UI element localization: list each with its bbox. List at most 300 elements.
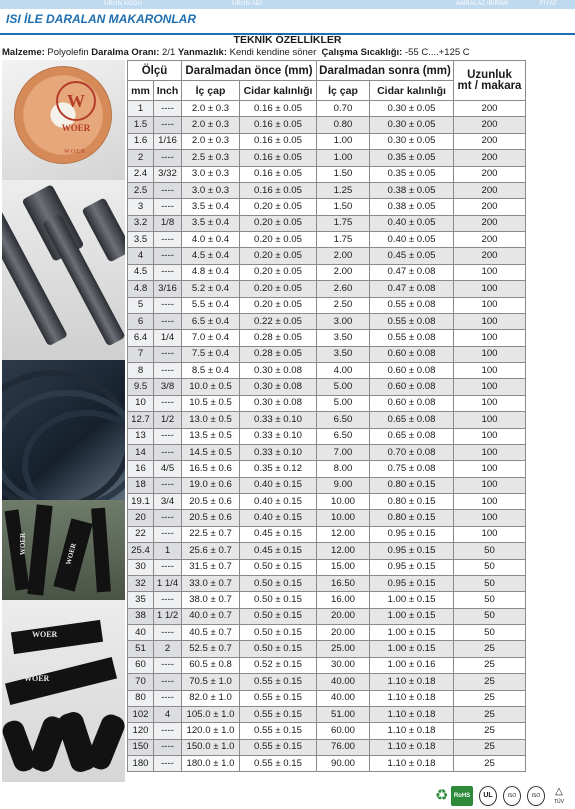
table-cell-wall-after: 0.47 ± 0.08 bbox=[370, 281, 454, 297]
table-row bbox=[128, 133, 526, 149]
table-cell-wall-before: 0.55 ± 0.15 bbox=[240, 723, 317, 739]
table-cell-id-after: 7.00 bbox=[317, 444, 370, 460]
table-cell-id-before: 10.5 ± 0.5 bbox=[182, 395, 240, 411]
table-cell-id-before: 20.5 ± 0.6 bbox=[182, 494, 240, 510]
before-group-header: Daralmadan önce (mm) bbox=[182, 61, 317, 81]
table-cell-mm: 2.5 bbox=[128, 182, 154, 198]
table-cell-id-after: 10.00 bbox=[317, 494, 370, 510]
table-cell-length: 25 bbox=[454, 723, 526, 739]
table-cell-wall-before: 0.55 ± 0.15 bbox=[240, 674, 317, 690]
table-cell-inch: ---- bbox=[154, 526, 182, 542]
table-row bbox=[128, 166, 526, 182]
table-cell-wall-before: 0.20 ± 0.05 bbox=[240, 199, 317, 215]
col-header-id-after: İç çap bbox=[317, 81, 370, 101]
table-cell-inch: 1 bbox=[154, 543, 182, 559]
table-cell-wall-before: 0.50 ± 0.15 bbox=[240, 608, 317, 624]
table-cell-id-before: 20.5 ± 0.6 bbox=[182, 510, 240, 526]
table-row bbox=[128, 641, 526, 657]
table-cell-length: 25 bbox=[454, 657, 526, 673]
table-cell-inch: ---- bbox=[154, 756, 182, 772]
table-cell-id-before: 70.5 ± 1.0 bbox=[182, 674, 240, 690]
table-row bbox=[128, 264, 526, 280]
table-cell-wall-after: 0.80 ± 0.15 bbox=[370, 494, 454, 510]
table-cell-length: 200 bbox=[454, 182, 526, 198]
after-group-header: Daralmadan sonra (mm) bbox=[317, 61, 454, 81]
table-cell-mm: 9.5 bbox=[128, 379, 154, 395]
table-row bbox=[128, 313, 526, 329]
table-cell-wall-before: 0.20 ± 0.05 bbox=[240, 281, 317, 297]
table-cell-id-before: 150.0 ± 1.0 bbox=[182, 739, 240, 755]
table-cell-id-after: 4.00 bbox=[317, 363, 370, 379]
table-cell-inch: 1/16 bbox=[154, 133, 182, 149]
table-cell-length: 200 bbox=[454, 133, 526, 149]
table-cell-mm: 32 bbox=[128, 575, 154, 591]
table-row bbox=[128, 477, 526, 493]
table-cell-mm: 4 bbox=[128, 248, 154, 264]
table-cell-length: 100 bbox=[454, 461, 526, 477]
table-cell-wall-after: 0.60 ± 0.08 bbox=[370, 346, 454, 362]
header-package-unit: AMBALAJ /BİRİMİ bbox=[456, 1, 509, 7]
table-cell-wall-before: 0.16 ± 0.05 bbox=[240, 117, 317, 133]
table-cell-wall-after: 0.75 ± 0.08 bbox=[370, 461, 454, 477]
table-cell-id-before: 14.5 ± 0.5 bbox=[182, 444, 240, 460]
table-cell-mm: 6.4 bbox=[128, 330, 154, 346]
table-cell-length: 100 bbox=[454, 444, 526, 460]
table-cell-mm: 22 bbox=[128, 526, 154, 542]
table-cell-wall-after: 1.10 ± 0.18 bbox=[370, 723, 454, 739]
table-row bbox=[128, 510, 526, 526]
table-cell-inch: 1 1/2 bbox=[154, 608, 182, 624]
table-cell-mm: 25.4 bbox=[128, 543, 154, 559]
table-cell-wall-before: 0.52 ± 0.15 bbox=[240, 657, 317, 673]
table-cell-wall-before: 0.20 ± 0.05 bbox=[240, 215, 317, 231]
table-cell-id-before: 7.5 ± 0.4 bbox=[182, 346, 240, 362]
table-cell-wall-before: 0.50 ± 0.15 bbox=[240, 575, 317, 591]
table-cell-id-after: 1.00 bbox=[317, 150, 370, 166]
table-cell-inch: ---- bbox=[154, 150, 182, 166]
table-cell-id-after: 9.00 bbox=[317, 477, 370, 493]
table-cell-wall-after: 0.80 ± 0.15 bbox=[370, 510, 454, 526]
table-cell-inch: ---- bbox=[154, 297, 182, 313]
ratio-label: Daralma Oranı: bbox=[91, 47, 160, 58]
table-cell-id-after: 20.00 bbox=[317, 608, 370, 624]
table-cell-wall-after: 1.00 ± 0.15 bbox=[370, 625, 454, 641]
table-cell-inch: ---- bbox=[154, 264, 182, 280]
table-cell-wall-after: 0.30 ± 0.05 bbox=[370, 117, 454, 133]
table-cell-inch: 1/8 bbox=[154, 215, 182, 231]
ratio-value: 2/1 bbox=[162, 47, 176, 58]
table-cell-id-before: 16.5 ± 0.6 bbox=[182, 461, 240, 477]
table-row bbox=[128, 625, 526, 641]
col-header-id-before: İç çap bbox=[182, 81, 240, 101]
table-cell-id-after: 15.00 bbox=[317, 559, 370, 575]
col-header-inch: Inch bbox=[154, 81, 182, 101]
table-cell-id-before: 22.5 ± 0.7 bbox=[182, 526, 240, 542]
recycle-icon: ♻ bbox=[435, 787, 449, 804]
table-cell-wall-before: 0.20 ± 0.05 bbox=[240, 248, 317, 264]
table-cell-mm: 70 bbox=[128, 674, 154, 690]
tuv-label: TÜV bbox=[554, 799, 564, 805]
table-cell-wall-before: 0.45 ± 0.15 bbox=[240, 543, 317, 559]
table-cell-id-after: 40.00 bbox=[317, 690, 370, 706]
table-cell-id-after: 1.25 bbox=[317, 182, 370, 198]
spec-line bbox=[2, 47, 573, 58]
tube-photo bbox=[2, 180, 125, 360]
table-cell-length: 200 bbox=[454, 248, 526, 264]
table-cell-wall-before: 0.40 ± 0.15 bbox=[240, 477, 317, 493]
table-cell-length: 25 bbox=[454, 739, 526, 755]
table-cell-mm: 12.7 bbox=[128, 412, 154, 428]
material-label: Malzeme: bbox=[2, 47, 45, 58]
table-cell-mm: 7 bbox=[128, 346, 154, 362]
table-cell-wall-after: 1.10 ± 0.18 bbox=[370, 690, 454, 706]
table-cell-length: 100 bbox=[454, 313, 526, 329]
table-cell-inch: 4 bbox=[154, 706, 182, 722]
sleeve-brand-text: WOER bbox=[19, 532, 28, 556]
table-cell-id-before: 120.0 ± 1.0 bbox=[182, 723, 240, 739]
table-cell-id-before: 33.0 ± 0.7 bbox=[182, 575, 240, 591]
table-cell-inch: ---- bbox=[154, 674, 182, 690]
table-cell-length: 200 bbox=[454, 166, 526, 182]
table-cell-inch: 1/2 bbox=[154, 412, 182, 428]
table-cell-inch: 2 bbox=[154, 641, 182, 657]
table-row bbox=[128, 232, 526, 248]
col-header-wall-after: Cidar kalınlığı bbox=[370, 81, 454, 101]
table-cell-wall-before: 0.50 ± 0.15 bbox=[240, 625, 317, 641]
length-header-line1: Uzunluk bbox=[467, 68, 512, 81]
table-cell-length: 50 bbox=[454, 625, 526, 641]
table-cell-wall-before: 0.40 ± 0.15 bbox=[240, 510, 317, 526]
table-cell-mm: 38 bbox=[128, 608, 154, 624]
table-cell-wall-before: 0.50 ± 0.15 bbox=[240, 592, 317, 608]
tube-image bbox=[81, 197, 125, 262]
table-row bbox=[128, 723, 526, 739]
table-cell-length: 100 bbox=[454, 412, 526, 428]
table-row bbox=[128, 281, 526, 297]
table-cell-wall-before: 0.30 ± 0.08 bbox=[240, 395, 317, 411]
table-cell-mm: 3.5 bbox=[128, 232, 154, 248]
table-cell-inch: ---- bbox=[154, 101, 182, 117]
ul-badge: UL bbox=[479, 786, 497, 806]
table-cell-inch: ---- bbox=[154, 444, 182, 460]
table-cell-wall-before: 0.45 ± 0.15 bbox=[240, 526, 317, 542]
table-cell-length: 100 bbox=[454, 510, 526, 526]
table-cell-id-after: 6.50 bbox=[317, 428, 370, 444]
table-cell-wall-after: 0.95 ± 0.15 bbox=[370, 559, 454, 575]
table-cell-length: 100 bbox=[454, 346, 526, 362]
tuv-badge bbox=[551, 786, 567, 806]
table-cell-id-after: 2.60 bbox=[317, 281, 370, 297]
table-cell-wall-after: 1.00 ± 0.15 bbox=[370, 592, 454, 608]
table-cell-wall-before: 0.16 ± 0.05 bbox=[240, 166, 317, 182]
table-row bbox=[128, 182, 526, 198]
table-cell-mm: 80 bbox=[128, 690, 154, 706]
table-cell-id-after: 8.00 bbox=[317, 461, 370, 477]
table-cell-length: 50 bbox=[454, 559, 526, 575]
reel-brand-text-2: WOER bbox=[64, 149, 86, 155]
section-banner bbox=[0, 9, 575, 28]
table-cell-length: 25 bbox=[454, 706, 526, 722]
table-cell-id-before: 4.8 ± 0.4 bbox=[182, 264, 240, 280]
material-value: Polyolefin bbox=[47, 47, 89, 58]
iso-badge-2: ISO bbox=[527, 786, 545, 806]
table-cell-inch: ---- bbox=[154, 559, 182, 575]
table-cell-wall-after: 0.35 ± 0.05 bbox=[370, 166, 454, 182]
table-cell-wall-before: 0.16 ± 0.05 bbox=[240, 133, 317, 149]
table-cell-mm: 13 bbox=[128, 428, 154, 444]
table-cell-id-after: 1.50 bbox=[317, 166, 370, 182]
col-header-wall-before: Cidar kalınlığı bbox=[240, 81, 317, 101]
table-cell-mm: 5 bbox=[128, 297, 154, 313]
table-cell-mm: 1 bbox=[128, 101, 154, 117]
sleeve-brand-text: WOER bbox=[32, 630, 58, 639]
table-cell-id-before: 6.5 ± 0.4 bbox=[182, 313, 240, 329]
table-cell-id-after: 6.50 bbox=[317, 412, 370, 428]
table-row bbox=[128, 575, 526, 591]
sleeve-image bbox=[91, 508, 111, 593]
table-row bbox=[128, 739, 526, 755]
table-cell-id-before: 2.5 ± 0.3 bbox=[182, 150, 240, 166]
table-cell-inch: ---- bbox=[154, 739, 182, 755]
table-cell-id-before: 4.0 ± 0.4 bbox=[182, 232, 240, 248]
table-cell-inch: ---- bbox=[154, 346, 182, 362]
table-cell-length: 50 bbox=[454, 543, 526, 559]
table-cell-wall-after: 0.40 ± 0.05 bbox=[370, 232, 454, 248]
table-cell-id-after: 0.70 bbox=[317, 101, 370, 117]
table-body bbox=[128, 101, 526, 772]
table-cell-wall-before: 0.33 ± 0.10 bbox=[240, 444, 317, 460]
table-row bbox=[128, 657, 526, 673]
table-cell-id-before: 82.0 ± 1.0 bbox=[182, 690, 240, 706]
table-cell-id-after: 5.00 bbox=[317, 395, 370, 411]
sleeve-brand-text: WOER bbox=[24, 674, 50, 683]
table-cell-wall-before: 0.22 ± 0.05 bbox=[240, 313, 317, 329]
table-cell-id-after: 2.00 bbox=[317, 248, 370, 264]
table-cell-id-before: 2.0 ± 0.3 bbox=[182, 117, 240, 133]
table-cell-inch: 3/32 bbox=[154, 166, 182, 182]
table-row bbox=[128, 379, 526, 395]
table-cell-id-after: 1.50 bbox=[317, 199, 370, 215]
table-cell-wall-before: 0.28 ± 0.05 bbox=[240, 330, 317, 346]
table-cell-length: 100 bbox=[454, 395, 526, 411]
table-row bbox=[128, 543, 526, 559]
table-cell-length: 200 bbox=[454, 199, 526, 215]
table-cell-id-after: 2.00 bbox=[317, 264, 370, 280]
table-cell-wall-after: 1.10 ± 0.18 bbox=[370, 756, 454, 772]
table-row bbox=[128, 690, 526, 706]
table-cell-mm: 40 bbox=[128, 625, 154, 641]
flame-label: Yanmazlık: bbox=[177, 47, 227, 58]
table-cell-wall-before: 0.55 ± 0.15 bbox=[240, 706, 317, 722]
cable-photo bbox=[2, 360, 125, 500]
table-cell-id-before: 25.6 ± 0.7 bbox=[182, 543, 240, 559]
table-cell-id-before: 8.5 ± 0.4 bbox=[182, 363, 240, 379]
iso-badge: ISO bbox=[503, 786, 521, 806]
table-cell-length: 100 bbox=[454, 379, 526, 395]
length-header bbox=[454, 61, 526, 101]
table-cell-wall-after: 0.38 ± 0.05 bbox=[370, 199, 454, 215]
table-cell-id-before: 2.0 ± 0.3 bbox=[182, 101, 240, 117]
product-photo-column bbox=[2, 60, 125, 782]
table-cell-length: 200 bbox=[454, 117, 526, 133]
table-cell-wall-after: 0.65 ± 0.08 bbox=[370, 412, 454, 428]
table-cell-wall-after: 0.60 ± 0.08 bbox=[370, 363, 454, 379]
table-cell-length: 100 bbox=[454, 330, 526, 346]
flame-value: Kendi kendine söner bbox=[229, 47, 317, 58]
table-cell-wall-before: 0.20 ± 0.05 bbox=[240, 297, 317, 313]
table-cell-wall-after: 0.30 ± 0.05 bbox=[370, 101, 454, 117]
table-cell-wall-after: 0.47 ± 0.08 bbox=[370, 264, 454, 280]
table-cell-wall-before: 0.33 ± 0.10 bbox=[240, 428, 317, 444]
table-cell-wall-after: 0.60 ± 0.08 bbox=[370, 379, 454, 395]
table-cell-wall-before: 0.55 ± 0.15 bbox=[240, 756, 317, 772]
table-cell-length: 25 bbox=[454, 641, 526, 657]
table-cell-mm: 10 bbox=[128, 395, 154, 411]
table-row bbox=[128, 117, 526, 133]
table-cell-inch: 1 1/4 bbox=[154, 575, 182, 591]
table-cell-wall-after: 0.55 ± 0.08 bbox=[370, 313, 454, 329]
table-cell-inch: ---- bbox=[154, 313, 182, 329]
table-cell-mm: 35 bbox=[128, 592, 154, 608]
table-cell-length: 25 bbox=[454, 690, 526, 706]
spec-table bbox=[127, 60, 526, 772]
table-row bbox=[128, 346, 526, 362]
section-title: ISI İLE DARALAN MAKARONLAR bbox=[6, 12, 196, 26]
table-cell-mm: 4.5 bbox=[128, 264, 154, 280]
table-cell-wall-after: 1.10 ± 0.18 bbox=[370, 674, 454, 690]
sleeve-image bbox=[27, 504, 52, 595]
table-cell-wall-before: 0.40 ± 0.15 bbox=[240, 494, 317, 510]
table-cell-id-before: 180.0 ± 1.0 bbox=[182, 756, 240, 772]
table-cell-inch: ---- bbox=[154, 625, 182, 641]
table-cell-wall-before: 0.30 ± 0.08 bbox=[240, 363, 317, 379]
table-cell-wall-after: 0.45 ± 0.05 bbox=[370, 248, 454, 264]
table-cell-wall-after: 1.10 ± 0.18 bbox=[370, 739, 454, 755]
table-cell-id-after: 20.00 bbox=[317, 625, 370, 641]
table-cell-inch: ---- bbox=[154, 723, 182, 739]
table-cell-length: 200 bbox=[454, 215, 526, 231]
table-cell-inch: ---- bbox=[154, 182, 182, 198]
table-cell-inch: ---- bbox=[154, 510, 182, 526]
table-row bbox=[128, 248, 526, 264]
table-row bbox=[128, 674, 526, 690]
table-cell-id-before: 5.2 ± 0.4 bbox=[182, 281, 240, 297]
table-cell-mm: 3 bbox=[128, 199, 154, 215]
table-cell-id-before: 52.5 ± 0.7 bbox=[182, 641, 240, 657]
table-cell-mm: 4.8 bbox=[128, 281, 154, 297]
table-cell-id-after: 25.00 bbox=[317, 641, 370, 657]
table-cell-id-after: 1.75 bbox=[317, 232, 370, 248]
table-row bbox=[128, 461, 526, 477]
table-cell-inch: ---- bbox=[154, 690, 182, 706]
table-row bbox=[128, 101, 526, 117]
table-cell-id-after: 16.00 bbox=[317, 592, 370, 608]
table-cell-mm: 8 bbox=[128, 363, 154, 379]
table-cell-wall-after: 0.35 ± 0.05 bbox=[370, 150, 454, 166]
table-cell-wall-before: 0.35 ± 0.12 bbox=[240, 461, 317, 477]
table-row bbox=[128, 150, 526, 166]
table-cell-wall-after: 0.80 ± 0.15 bbox=[370, 477, 454, 493]
table-row bbox=[128, 608, 526, 624]
brand-logo: W bbox=[56, 81, 96, 121]
table-cell-mm: 14 bbox=[128, 444, 154, 460]
table-cell-length: 100 bbox=[454, 526, 526, 542]
table-cell-id-before: 105.0 ± 1.0 bbox=[182, 706, 240, 722]
table-cell-id-after: 1.75 bbox=[317, 215, 370, 231]
table-cell-id-after: 3.50 bbox=[317, 346, 370, 362]
table-cell-wall-after: 0.95 ± 0.15 bbox=[370, 526, 454, 542]
table-cell-length: 100 bbox=[454, 494, 526, 510]
table-cell-wall-before: 0.20 ± 0.05 bbox=[240, 232, 317, 248]
table-row bbox=[128, 592, 526, 608]
table-cell-wall-after: 0.55 ± 0.08 bbox=[370, 330, 454, 346]
table-cell-wall-after: 0.30 ± 0.05 bbox=[370, 133, 454, 149]
table-cell-id-after: 5.00 bbox=[317, 379, 370, 395]
table-cell-wall-after: 0.95 ± 0.15 bbox=[370, 575, 454, 591]
table-cell-wall-after: 0.65 ± 0.08 bbox=[370, 428, 454, 444]
table-cell-id-before: 5.5 ± 0.4 bbox=[182, 297, 240, 313]
table-cell-inch: ---- bbox=[154, 592, 182, 608]
table-cell-length: 100 bbox=[454, 264, 526, 280]
table-cell-id-after: 0.80 bbox=[317, 117, 370, 133]
table-cell-wall-after: 0.40 ± 0.05 bbox=[370, 215, 454, 231]
table-cell-mm: 1.6 bbox=[128, 133, 154, 149]
table-row bbox=[128, 199, 526, 215]
table-cell-inch: ---- bbox=[154, 232, 182, 248]
table-cell-id-after: 40.00 bbox=[317, 674, 370, 690]
header-price: FİYAT bbox=[540, 1, 558, 7]
table-cell-id-before: 3.5 ± 0.4 bbox=[182, 199, 240, 215]
table-cell-length: 200 bbox=[454, 150, 526, 166]
table-cell-wall-after: 0.60 ± 0.08 bbox=[370, 395, 454, 411]
table-cell-wall-before: 0.16 ± 0.05 bbox=[240, 101, 317, 117]
table-cell-id-before: 31.5 ± 0.7 bbox=[182, 559, 240, 575]
table-cell-inch: 3/16 bbox=[154, 281, 182, 297]
table-cell-mm: 30 bbox=[128, 559, 154, 575]
table-cell-wall-before: 0.16 ± 0.05 bbox=[240, 182, 317, 198]
table-cell-id-before: 3.0 ± 0.3 bbox=[182, 166, 240, 182]
table-cell-wall-after: 1.00 ± 0.15 bbox=[370, 608, 454, 624]
table-cell-wall-after: 1.00 ± 0.15 bbox=[370, 641, 454, 657]
sleeve-photo bbox=[2, 500, 125, 600]
table-cell-inch: ---- bbox=[154, 117, 182, 133]
table-row bbox=[128, 428, 526, 444]
table-cell-inch: ---- bbox=[154, 395, 182, 411]
table-cell-mm: 18 bbox=[128, 477, 154, 493]
size-group-header: Ölçü bbox=[128, 61, 182, 81]
table-cell-length: 200 bbox=[454, 232, 526, 248]
table-row bbox=[128, 215, 526, 231]
table-cell-mm: 51 bbox=[128, 641, 154, 657]
top-header-bar bbox=[0, 0, 575, 9]
table-cell-inch: ---- bbox=[154, 363, 182, 379]
table-cell-mm: 180 bbox=[128, 756, 154, 772]
length-header-line2: mt / makara bbox=[457, 79, 522, 92]
table-cell-mm: 2.4 bbox=[128, 166, 154, 182]
table-row bbox=[128, 330, 526, 346]
table-cell-mm: 20 bbox=[128, 510, 154, 526]
table-cell-wall-after: 0.55 ± 0.08 bbox=[370, 297, 454, 313]
certification-marks bbox=[435, 786, 569, 806]
table-cell-mm: 2 bbox=[128, 150, 154, 166]
table-cell-wall-before: 0.33 ± 0.10 bbox=[240, 412, 317, 428]
table-cell-wall-after: 0.95 ± 0.15 bbox=[370, 543, 454, 559]
table-cell-inch: 3/4 bbox=[154, 494, 182, 510]
header-product-name: ÜRÜN ADI bbox=[232, 1, 263, 7]
table-cell-wall-after: 0.38 ± 0.05 bbox=[370, 182, 454, 198]
table-cell-wall-after: 0.70 ± 0.08 bbox=[370, 444, 454, 460]
flat-sleeve-photo bbox=[2, 600, 125, 782]
